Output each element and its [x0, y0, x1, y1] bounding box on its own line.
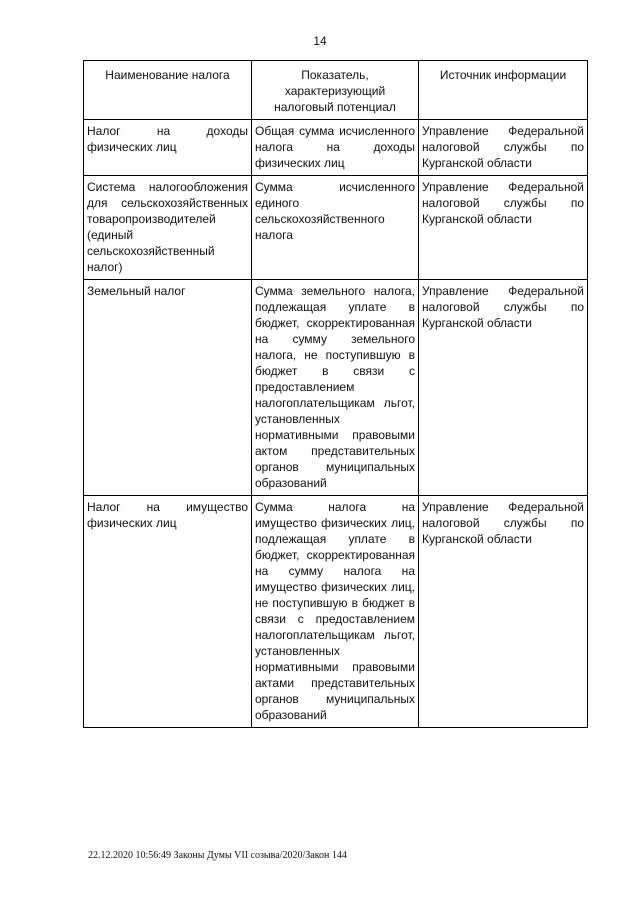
- cell-source: Управление Федеральной налоговой службы по Курганской области: [419, 496, 588, 728]
- cell-tax-name: Система налогообложения для сельскохозяйственных товаропроизводителей (единый сельскохозяйственный налог): [84, 176, 252, 280]
- cell-indicator: Сумма земельного налога, подлежащая уплате в бюджет, скорректированная на сумму земельного налога, не поступившую в бюджет в связи с предоставлением налогоплательщикам льгот, установленных нормативными правовыми актом представительных органов муниципальных образований: [252, 280, 419, 496]
- cell-source: Управление Федеральной налоговой службы по Курганской области: [419, 280, 588, 496]
- cell-source: Управление Федеральной налоговой службы по Курганской области: [419, 176, 588, 280]
- table-row: [84, 280, 588, 496]
- table-row: [84, 496, 588, 728]
- header-tax-name: Наименование налога: [84, 61, 252, 120]
- cell-tax-name: Налог на имущество физических лиц: [84, 496, 252, 728]
- cell-tax-name: Земельный налог: [84, 280, 252, 496]
- cell-indicator: Сумма исчисленного единого сельскохозяйственного налога: [252, 176, 419, 280]
- table-row: [84, 176, 588, 280]
- table-header-row: [84, 61, 588, 120]
- header-indicator: Показатель, характеризующий налоговый потенциал: [252, 61, 419, 120]
- cell-source: Управление Федеральной налоговой службы по Курганской области: [419, 120, 588, 176]
- header-source: Источник информации: [419, 61, 588, 120]
- page-number: 14: [313, 34, 327, 48]
- table-row: [84, 120, 588, 176]
- cell-indicator: Общая сумма исчисленного налога на доходы физических лиц: [252, 120, 419, 176]
- tax-potential-table: [83, 60, 588, 728]
- cell-indicator: Сумма налога на имущество физических лиц, подлежащая уплате в бюджет, скорректированная на сумму налога на имущество физических лиц, не поступившую в бюджет в связи с предоставлением налогоплательщикам льгот, установленных нормативными правовыми актами представительных органов муниципальных образований: [252, 496, 419, 728]
- cell-tax-name: Налог на доходы физических лиц: [84, 120, 252, 176]
- document-footer: 22.12.2020 10:56:49 Законы Думы VII созыва/2020/Закон 144: [88, 850, 347, 861]
